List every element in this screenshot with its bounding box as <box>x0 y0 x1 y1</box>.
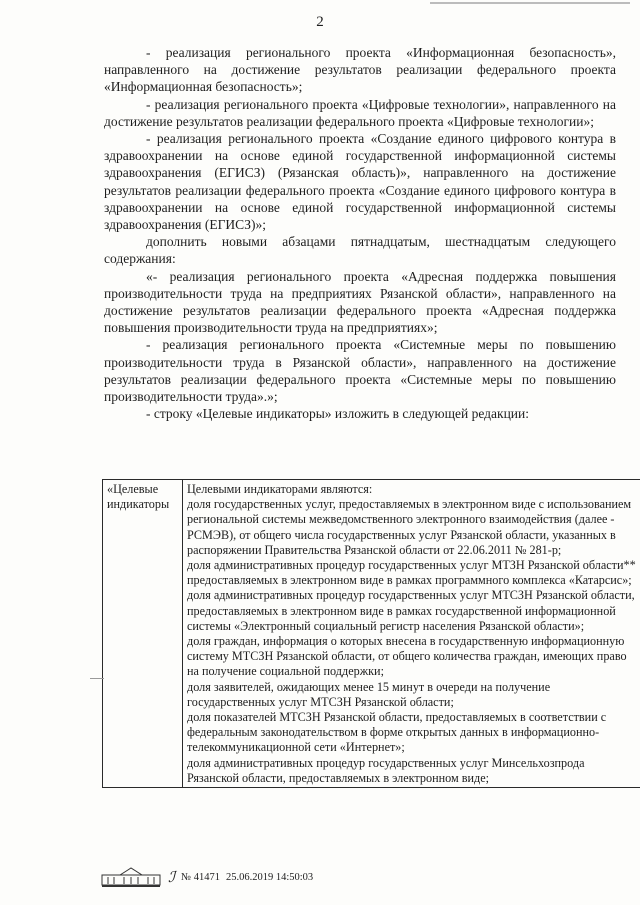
scan-edge <box>430 2 630 4</box>
document-body <box>104 44 616 422</box>
paragraph: - реализация регионального проекта «Цифровые технологии», направленного на достижение результатов реализации федерального проекта «Цифровые технологии»; <box>104 96 616 129</box>
building-logo-icon <box>100 866 162 888</box>
paragraph: дополнить новыми абзацами пятнадцатым, шестнадцатым следующего содержания: <box>104 234 616 267</box>
indicator-line: Целевыми индикаторами являются: <box>187 482 373 496</box>
table-row <box>103 480 640 788</box>
document-datetime: 25.06.2019 14:50:03 <box>225 871 314 883</box>
indicator-line: доля государственных услуг, предоставляемых в электронном виде с использованием региональной системы межведомственного электронного взаимодействия (далее - РСМЭВ), от общего числа государственных услуг Рязанской области, указанных в распоряжении Правительства Рязанской области от 22.06.2011 № 281-р; <box>187 497 632 557</box>
paragraph: - реализация регионального проекта «Системные меры по повышению производительности труда в Рязанской области», направленного на достижение результатов реализации федерального проекта «Системные меры по повышению производительности труда».»; <box>104 337 616 405</box>
indicator-line: доля заявителей, ожидающих менее 15 минут в очереди на получение государственных услуг МТСЗН Рязанской области; <box>187 679 551 709</box>
indicator-line: доля граждан, информация о которых внесена в государственную информационную систему МТСЗН Рязанской области, от общего количества граждан, имеющих право на получение социальной поддержки; <box>187 634 627 679</box>
page-number: 2 <box>316 14 324 30</box>
table-cell-label: «Целевые индикаторы <box>103 480 183 788</box>
margin-mark <box>90 678 104 679</box>
document-number: № 41471 <box>181 871 220 883</box>
indicator-line: доля показателей МТСЗН Рязанской области, предоставляемых в соответствии с федеральным законодательством в форме открытых данных в информационно-телекоммуникационной сети «Интернет»; <box>187 710 607 755</box>
indicator-line: доля административных процедур государственных услуг МТЗН Рязанской области** предоставляемых в электронном виде в рамках программного комплекса «Катарсис»; <box>187 558 636 588</box>
indicators-table <box>102 479 640 788</box>
paragraph: - реализация регионального проекта «Информационная безопасность», направленного на достижение результатов реализации федерального проекта «Информационная безопасность»; <box>104 45 616 95</box>
indicator-line: доля административных процедур государственных услуг Минсельхозпрода Рязанской области, предоставляемых в электронном виде; <box>187 755 585 785</box>
footer <box>100 866 313 888</box>
indicator-line: доля административных процедур государственных услуг МТСЗН Рязанской области, предоставляемых в электронном виде в рамках государственной информационной системы «Электронный социальный регистр населения Рязанской области»; <box>187 588 635 633</box>
paragraph: - реализация регионального проекта «Создание единого цифрового контура в здравоохранении на основе единой государственной информационной системы здравоохранения (ЕГИСЗ) (Рязанская область)», направленного на достижение результатов реализации федерального проекта «Создание единого цифрового контура в здравоохранении на основе единой государственной информационной системы здравоохранения (ЕГИСЗ)»; <box>104 131 616 233</box>
paragraph: - строку «Целевые индикаторы» изложить в следующей редакции: <box>146 406 529 422</box>
table-cell-content <box>183 480 640 788</box>
paragraph: «- реализация регионального проекта «Адресная поддержка повышения производительности труда на предприятиях Рязанской области», направленного на достижение результатов реализации федерального проекта «Адресная поддержка повышения производительности труда на предприятиях»; <box>104 268 616 336</box>
signature-mark: ℐ <box>168 869 176 886</box>
